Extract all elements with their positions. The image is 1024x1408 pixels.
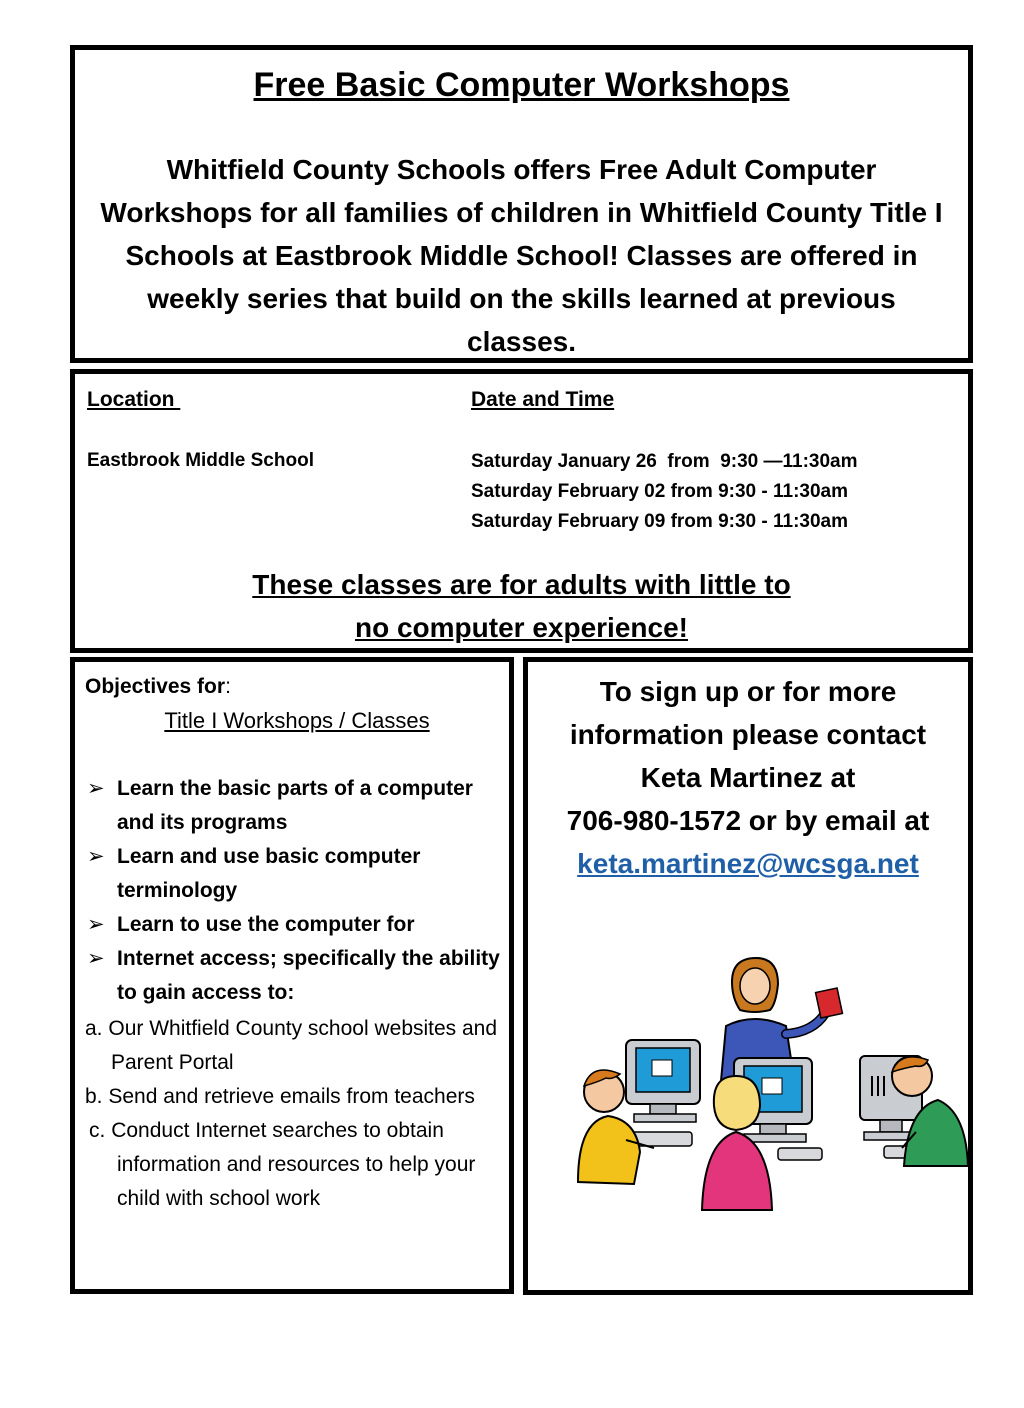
date-time-heading: Date and Time	[471, 388, 615, 411]
arrow-bullet-icon: ➢	[87, 845, 105, 868]
list-item	[85, 1012, 505, 1080]
list-item	[85, 840, 505, 908]
arrow-bullet-icon: ➢	[87, 913, 105, 936]
bullet-text: Learn and use basic computer terminology	[117, 845, 421, 902]
page-title: Free Basic Computer Workshops	[253, 66, 790, 104]
contact-line-4: 706-980-1572 or by email at	[566, 805, 930, 836]
list-item	[85, 1114, 505, 1216]
date-item: Saturday February 09 from 9:30 - 11:30am	[471, 511, 849, 532]
computer-monitor-icon	[626, 1040, 700, 1122]
intro-box	[70, 45, 973, 363]
arrow-bullet-icon: ➢	[87, 947, 105, 970]
objectives-subheading: Title I Workshops / Classes	[164, 708, 430, 733]
list-item	[85, 908, 505, 942]
list-item	[85, 1080, 505, 1114]
contact-line-1: To sign up or for more	[599, 676, 897, 707]
sub-item-letter: c.	[89, 1119, 106, 1142]
objectives-heading-text: Objectives for	[85, 675, 226, 698]
objectives-sub-list	[85, 1012, 505, 1216]
list-item	[85, 942, 505, 1010]
intro-text: Whitfield County Schools offers Free Adult Computer Workshops for all families of children in Whitfield County Title I Schools at Eastbrook Middle School! Classes are offered in weekly series that build on the skills learned at previous classes.	[100, 154, 943, 357]
date-item: Saturday January 26 from 9:30 —11:30am	[471, 451, 858, 472]
sub-item-letter: a.	[85, 1017, 103, 1040]
sub-item-text: Send and retrieve emails from teachers	[108, 1085, 475, 1108]
bullet-text: Internet access; specifically the ability to gain access to:	[117, 947, 500, 1004]
objectives-heading-colon: :	[225, 675, 231, 698]
list-item	[85, 772, 505, 840]
audience-note-line-1: These classes are for adults with little to	[252, 569, 791, 600]
bullet-text: Learn the basic parts of a computer and its programs	[117, 777, 473, 834]
contact-line-2: information please contact	[569, 719, 927, 750]
sub-item-text: Our Whitfield County school websites and Parent Portal	[108, 1017, 498, 1074]
date-item: Saturday February 02 from 9:30 - 11:30am	[471, 481, 849, 502]
location-value: Eastbrook Middle School	[87, 450, 314, 471]
contact-line-3: Keta Martinez at	[640, 762, 856, 793]
bullet-text: Learn to use the computer for	[117, 913, 415, 936]
objectives-bullet-list	[85, 772, 505, 1010]
audience-note-line-2: no computer experience!	[355, 612, 688, 643]
objectives-box	[70, 657, 514, 1294]
sub-item-letter: b.	[85, 1085, 103, 1108]
sub-item-text: Conduct Internet searches to obtain information and resources to help your child with school work	[111, 1119, 476, 1210]
date-list	[471, 447, 858, 537]
contact-text	[528, 670, 968, 885]
contact-box	[523, 657, 973, 1295]
teacher-with-students-at-computers-illustration	[564, 952, 974, 1212]
location-heading: Location	[87, 388, 181, 411]
schedule-box	[70, 369, 973, 653]
audience-note	[75, 563, 968, 649]
objectives-heading	[85, 672, 231, 702]
email-link[interactable]: keta.martinez@wcsga.net	[577, 848, 919, 879]
arrow-bullet-icon: ➢	[87, 777, 105, 800]
